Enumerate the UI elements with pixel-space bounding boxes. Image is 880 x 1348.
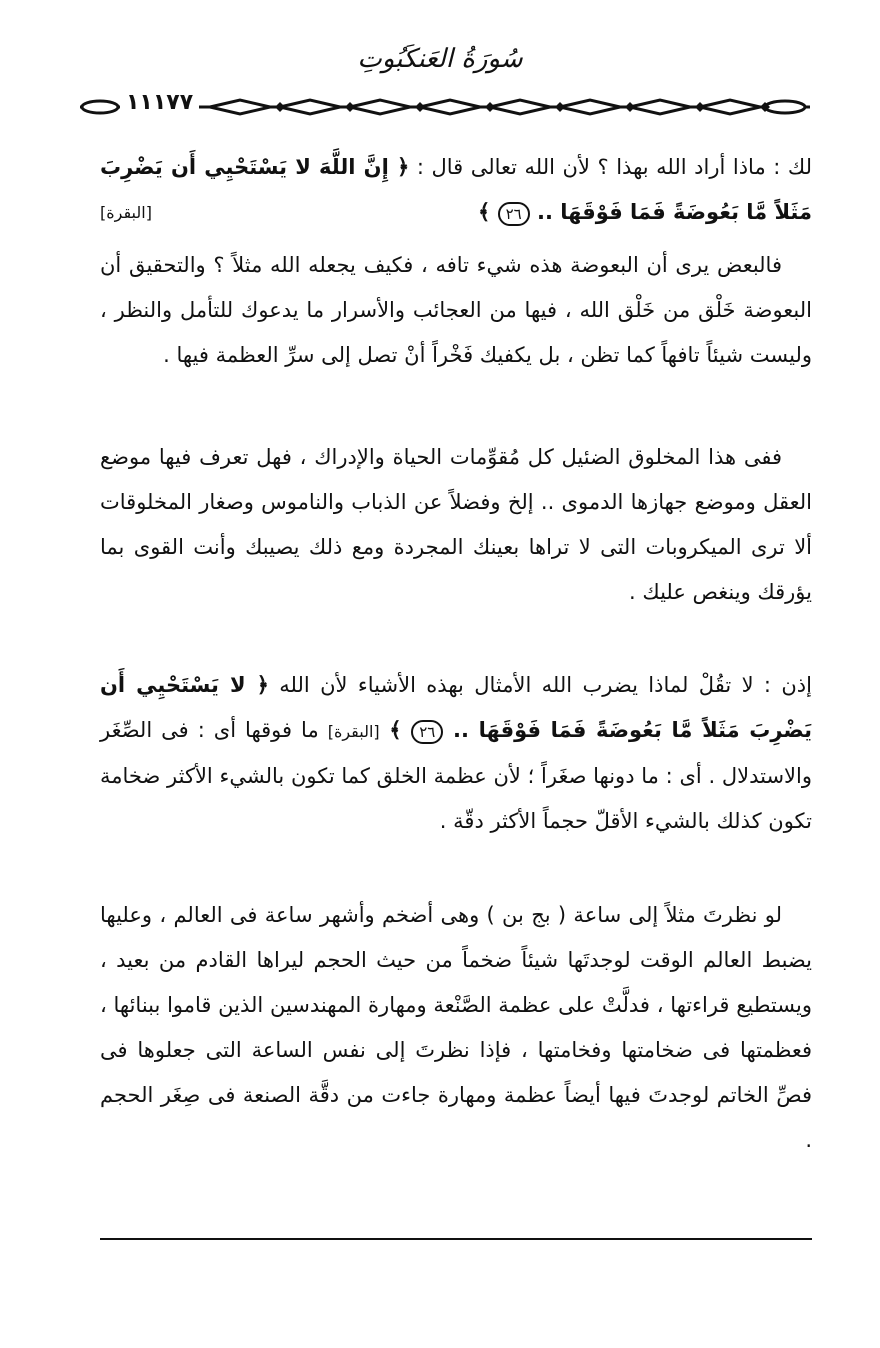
paragraph-4-continuation: ما فوقها أى : فى الصِّغَر والاستدلال . أى : ما دونها صغَراً ؛ لأن عظمة الخلق كما تكون بالشيء الأكثر ضخامة تكون كذلك بالشيء الأقلّ حجماً الأكثر دقّة . [100, 718, 812, 833]
quran-verse-close: ﴾ [477, 200, 498, 224]
surah-reference: [البقرة] [327, 722, 380, 741]
surah-title: سُورَةُ العَنكَبُوتِ [357, 44, 523, 74]
paragraph-1-text: لك : ماذا أراد الله بهذا ؟ لأن الله تعالى قال : [409, 155, 812, 179]
quran-verse-close: ﴾ [379, 718, 412, 742]
paragraph-3: ففى هذا المخلوق الضئيل كل مُقوِّمات الحياة والإدراك ، فهل تعرف فيها موضع العقل وموضع جهازها الدموى .. إلخ وفضلاً عن الذباب والناموس وصغار المخلوقات ألا ترى الميكروبات التى لا تراها بعينك المجردة ومع ذلك يصيبك وأنت القوى بما يؤرقك وينغص عليك . [100, 445, 812, 604]
footer-rule [100, 1238, 812, 1240]
paragraph-2: فالبعض يرى أن البعوضة هذه شيء تافه ، فكيف يجعله الله مثلاً ؟ والتحقيق أن البعوضة خَلْق من خَلْق الله ، فيها من العجائب والأسرار ما يدعوك للتأمل والنظر ، وليست شيئاً تافهاً كما تظن ، بل يكفيك فَخْراً أنْ تصل إلى سرِّ العظمة فيها . [100, 253, 812, 367]
paragraph-1 [100, 145, 812, 235]
paragraph-4-text: إذن : لا تقُلْ لماذا يضرب الله الأمثال بهذه الأشياء لأن الله [268, 673, 812, 697]
quran-verse: ﴿ إِنَّ اللَّهَ لا يَسْتَحْيِي أَن يَضْرِبَ مَثَلاً مَّا بَعُوضَةً فَمَا فَوْقَهَا .. [100, 155, 812, 224]
paragraph-5: لو نظرتَ مثلاً إلى ساعة ( بج بن ) وهى أضخم وأشهر ساعة فى العالم ، وعليها يضبط العالم الوقت لوجدتَها شيئاً ضخماً من حيث الحجم ليراها القادم من بعيد ، ويستطيع قراءتها ، فدلَّتْ على عظمة الصَّنْعة ومهارة المهندسين الذين قاموا ببنائها ، فعظمتها فى ضخامتها وفخامتها ، فإذا نظرتَ إلى نفس الساعة التى جعلوها فى فصِّ الخاتم لوجدتَ فيها أيضاً عظمة ومهارة جاءت من دقَّة الصنعة فى صِغَر الحجم . [100, 903, 812, 1152]
surah-reference: [البقرة] [100, 203, 152, 222]
verse-number: ٢٦ [411, 720, 443, 744]
verse-number: ٢٦ [498, 202, 530, 226]
paragraph-4 [100, 663, 812, 844]
quran-verse: ﴿ لا يَسْتَحْيِي أَن يَضْرِبَ مَثَلاً مَّا بَعُوضَةً فَمَا فَوْقَهَا .. [100, 673, 812, 742]
page-number: ١١١٧٧ [120, 90, 199, 115]
